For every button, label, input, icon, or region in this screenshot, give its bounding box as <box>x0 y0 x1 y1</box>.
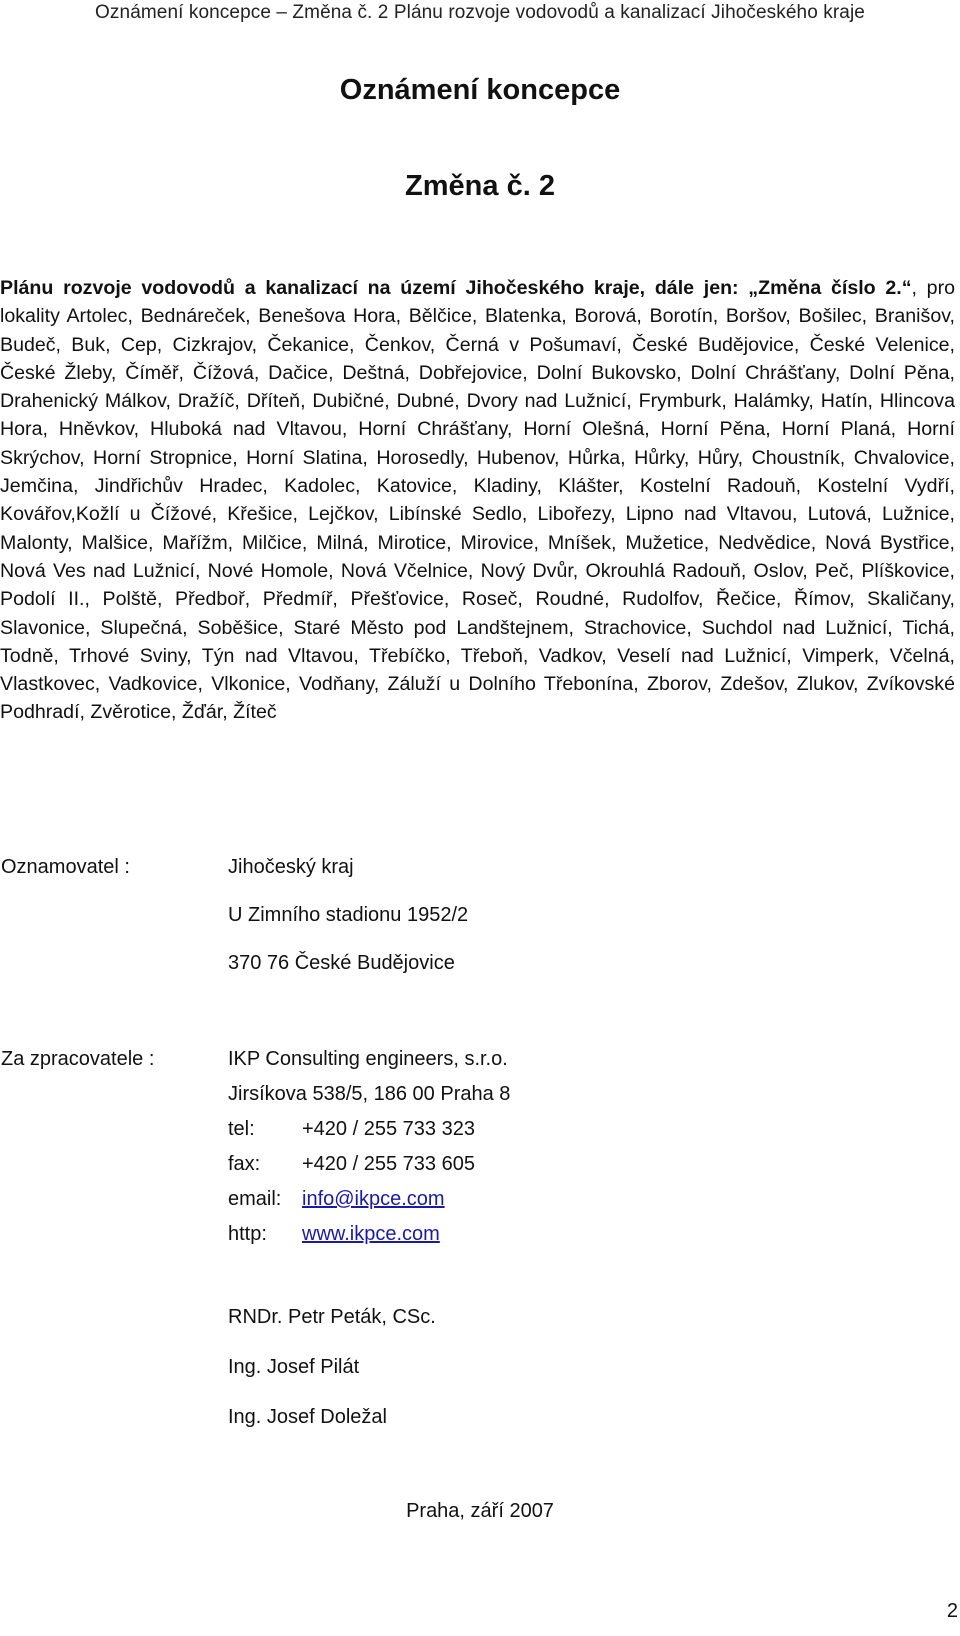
notifier-label: Oznamovatel : <box>1 856 130 878</box>
email-label: email: <box>228 1188 282 1210</box>
processor-company: IKP Consulting engineers, s.r.o. <box>228 1048 508 1070</box>
http-label: http: <box>228 1223 267 1245</box>
notifier-street: U Zimního stadionu 1952/2 <box>228 904 469 926</box>
concept-lead: Plánu rozvoje vodovodů a kanalizací na území Jihočeského kraje, dále jen: „Změna číslo 2.“ <box>0 277 912 299</box>
notifier-name: Jihočeský kraj <box>228 856 354 878</box>
fax-label: fax: <box>228 1153 261 1175</box>
website-link[interactable]: www.ikpce.com <box>302 1223 440 1245</box>
tel-label: tel: <box>228 1118 255 1140</box>
place-and-date: Praha, září 2007 <box>406 1500 554 1522</box>
running-header: Oznámení koncepce – Změna č. 2 Plánu rozvoje vodovodů a kanalizací Jihočeského kraje <box>95 2 865 23</box>
email-link[interactable]: info@ikpce.com <box>302 1188 445 1210</box>
author-1: RNDr. Petr Peták, CSc. <box>228 1306 436 1328</box>
tel-value: +420 / 255 733 323 <box>302 1118 475 1140</box>
document-title: Oznámení koncepce <box>339 74 621 106</box>
notifier-city: 370 76 České Budějovice <box>228 952 455 974</box>
processor-label: Za zpracovatele : <box>1 1048 155 1070</box>
concept-description <box>0 274 955 727</box>
page-number: 2 <box>946 1600 958 1622</box>
processor-address: Jirsíkova 538/5, 186 00 Praha 8 <box>228 1083 511 1105</box>
document-subtitle: Změna č. 2 <box>405 170 555 202</box>
localities-list: , pro lokality Artolec, Bednáreček, Benešova Hora, Bělčice, Blatenka, Borová, Borotín, Boršov, Bošilec, Branišov, Budeč, Buk, Cep, Cizkrajov, Čekanice, Čenkov, Černá v Pošumaví, České Budějovice, České Velenice, České Žleby, Číměř, Čížová, Dačice, Deštná, Dobřejovice, Dolní Bukovsko, Dolní Chrášťany, Dolní Pěna, Drahenický Málkov, Dražíč, Dříteň, Dubičné, Dubné, Dvory nad Lužnicí, Frymburk, Halámky, Hatín, Hlincova Hora, Hněvkov, Hluboká nad Vltavou, Horní Chrášťany, Horní Olešná, Horní Pěna, Horní Planá, Horní Skrýchov, Horní Stropnice, Horní Slatina, Horosedly, Hubenov, Hůrka, Hůrky, Hůry, Choustník, Chvalovice, Jemčina, Jindřichův Hradec, Kadolec, Katovice, Kladiny, Klášter, Kostelní Radouň, Kostelní Vydří, Kovářov,Kožlí u Čížové, Křešice, Lejčkov, Libínské Sedlo, Libořezy, Lipno nad Vltavou, Lutová, Lužnice, Malonty, Malšice, Mařížm, Milčice, Milná, Mirotice, Mirovice, Mníšek, Mužetice, Nedvědice, Nová Bystřice, Nová Ves nad Lužnicí, Nové Homole, Nová Včelnice, Nový Dvůr, Okrouhlá Radouň, Oslov, Peč, Plíškovice, Podolí II., Polště, Předboř, Předmíř, Přešťovice, Roseč, Roudné, Rudolfov, Řečice, Římov, Skaličany, Slavonice, Slupečná, Soběšice, Staré Město pod Landštejnem, Strachovice, Suchdol nad Lužnicí, Tichá, Todně, Trhové Sviny, Týn nad Vltavou, Třebíčko, Třeboň, Vadkov, Veselí nad Lužnicí, Vimperk, Včelná, Vlastkovec, Vadkovice, Vlkonice, Vodňany, Záluží u Dolního Třebonína, Zborov, Zdešov, Zlukov, Zvíkovské Podhradí, Zvěrotice, Žďár, Žíteč <box>0 277 955 724</box>
author-2: Ing. Josef Pilát <box>228 1356 360 1378</box>
author-3: Ing. Josef Doležal <box>228 1406 387 1428</box>
fax-value: +420 / 255 733 605 <box>302 1153 475 1175</box>
